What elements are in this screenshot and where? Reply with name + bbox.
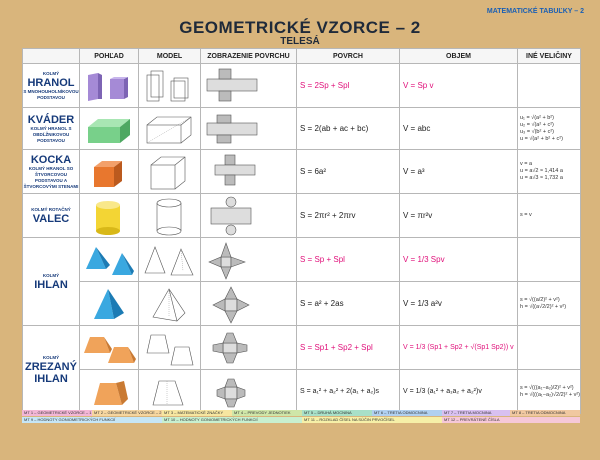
pyramid-net-icon [201,239,263,281]
header-zobrazenie: ZOBRAZENIE POVRCHU [201,49,297,64]
name-hranol: KOLMÝ HRANOL S MNOHOUHOLNÍKOVOU PODSTAVOU [23,64,80,108]
cuboid-model-icon [139,109,198,149]
volume-kocka: V = a³ [400,150,518,194]
cube-model-icon [139,151,198,193]
header-ine: INÉ VELIČINY [518,49,581,64]
row-kocka [23,150,581,194]
prism-model-icon [139,65,198,107]
yellow-cylinder-icon [80,195,137,237]
net-zrezany-1 [201,326,297,370]
surface-kocka: S = 6a² [297,150,400,194]
model-hranol [139,64,201,108]
surface-ihlan-1: S = Sp + Spl [297,238,400,282]
surface-zrezany-2: S = a₁² + a₂² + 2(a₁ + a₂)s [297,370,400,414]
net-ihlan-2 [201,282,297,326]
peach-square-frustum-icon [80,371,137,413]
footer-item: MT 2 – GEOMETRICKÉ VZORCE – 2 [94,410,162,415]
top-label: MATEMATICKÉ TABUĽKY – 2 [486,8,584,15]
other-ihlan-2: s = √((a/2)² + v²) h = √((a√2/2)² + v²) [518,282,581,326]
orange-cube-icon [80,151,137,193]
other-kvader: u₁ = √(a² + b²) u₂ = √(a² + c²) u₃ = √(b² + c²) u = √(a² + b² + c²) [518,108,581,150]
header-empty [23,49,80,64]
volume-ihlan-2: V = 1/3 a²v [400,282,518,326]
net-zrezany-2 [201,370,297,414]
prism-net-icon [201,65,263,107]
other-zrezany-2: s = √(((a₁−a₂)/2)² + v²) h = √(((a₁−a₂)√2/2)² + v²) [518,370,581,414]
name-kocka: KOCKA KOLMÝ HRANOL SO ŠTVORCOVOU PODSTAVOU A ŠTVORCOVÝMI STENAMI [23,150,80,194]
net-valec [201,194,297,238]
volume-valec: V = πr²v [400,194,518,238]
surface-ihlan-2: S = a² + 2as [297,282,400,326]
other-ihlan-1 [518,238,581,282]
frustum-net-icon [201,327,263,369]
footer [22,410,580,428]
net-kvader [201,108,297,150]
name-ihlan: KOLMÝ IHLAN [23,238,80,326]
header-model: MODEL [139,49,201,64]
view-kocka [80,150,139,194]
header-pohlad: POHĽAD [80,49,139,64]
frustum-model-icon [139,327,198,369]
view-zrezany-1 [80,326,139,370]
square-pyramid-model-icon [139,283,198,325]
volume-zrezany-2: V = 1/3 (a₁² + a₁a₂ + a₂²)v [400,370,518,414]
volume-hranol: V = Sp v [400,64,518,108]
model-kvader [139,108,201,150]
view-ihlan-1 [80,238,139,282]
header-row [23,49,581,64]
cube-net-icon [201,151,263,193]
header-objem: OBJEM [400,49,518,64]
surface-valec: S = 2πr² + 2πrv [297,194,400,238]
view-kvader [80,108,139,150]
cyan-square-pyramid-icon [80,283,137,325]
row-valec [23,194,581,238]
peach-frustums-icon [80,327,137,369]
net-hranol [201,64,297,108]
square-frustum-model-icon [139,371,198,413]
surface-hranol: S = 2Sp + Spl [297,64,400,108]
model-ihlan-1 [139,238,201,282]
cylinder-net-icon [201,195,263,237]
volume-kvader: V = abc [400,108,518,150]
formula-table [22,48,581,414]
row-zrezany-1 [23,326,581,370]
footer-item: MT 3 – MATEMATICKÉ ZNAČKY [162,410,232,416]
view-valec [80,194,139,238]
square-pyramid-net-icon [201,283,263,325]
model-kocka [139,150,201,194]
row-kvader [23,108,581,150]
page-subtitle: TELESÁ [280,36,320,47]
model-zrezany-2 [139,370,201,414]
green-cuboid-icon [80,109,137,149]
footer-item: MT 12 – PREVRÁTENÉ ČÍSLA [442,417,580,423]
violet-prism-icon [80,65,137,107]
footer-item: MT 1 – GEOMETRICKÉ VZORCE – 1 [24,410,92,415]
other-valec: s = v [518,194,581,238]
footer-item: MT 5 – DRUHÁ MOCNINA [302,410,372,416]
row-zrezany-2 [23,370,581,414]
cylinder-model-icon [139,195,198,237]
footer-item: MT 7 – TRETIA MOCNINA [442,410,510,416]
square-frustum-net-icon [201,371,263,413]
header-povrch: POVRCH [297,49,400,64]
page-title: GEOMETRICKÉ VZORCE – 2 [179,18,421,37]
footer-item: MT 6 – TRETIA ODMOCNINA [372,410,442,416]
model-ihlan-2 [139,282,201,326]
model-valec [139,194,201,238]
volume-zrezany-1: V = 1/3 (Sp1 + Sp2 + √(Sp1 Sp2)) v [400,326,518,370]
name-zrezany: KOLMÝ ZREZANÝ IHLAN [23,326,80,414]
other-zrezany-1 [518,326,581,370]
volume-ihlan-1: V = 1/3 Spv [400,238,518,282]
model-zrezany-1 [139,326,201,370]
view-ihlan-2 [80,282,139,326]
cuboid-net-icon [201,109,263,149]
net-kocka [201,150,297,194]
name-kvader: KVÁDER KOLMÝ HRANOL S OBDĹŽNIKOVOU PODSTAVOU [23,108,80,150]
other-kocka: v = a u = a√2 ≈ 1,414 a u = a√3 ≈ 1,732 a [518,150,581,194]
surface-zrezany-1: S = Sp1 + Sp2 + Spl [297,326,400,370]
cyan-pyramids-icon [80,239,137,281]
view-hranol [80,64,139,108]
other-hranol [518,64,581,108]
footer-item: MT 10 – HODNOTY GONIOMETRICKÝCH FUNKCIÍ [162,417,302,423]
footer-item: MT 11 – ROZKLAD ČÍSEL NA SÚČIN PRVOČÍSEL [302,417,442,423]
footer-item: MT 4 – PREVODY JEDNOTIEK [232,410,302,416]
row-ihlan-1 [23,238,581,282]
view-zrezany-2 [80,370,139,414]
surface-kvader: S = 2(ab + ac + bc) [297,108,400,150]
pyramid-model-icon [139,239,198,281]
row-hranol [23,64,581,108]
name-valec: KOLMÝ ROTAČNÝ VALEC [23,194,80,238]
row-ihlan-2 [23,282,581,326]
footer-item: MT 8 – TRETIA ODMOCNINA [510,410,580,416]
net-ihlan-1 [201,238,297,282]
footer-item: MT 9 – HODNOTY GONIOMETRICKÝCH FUNKCIÍ [22,417,162,423]
